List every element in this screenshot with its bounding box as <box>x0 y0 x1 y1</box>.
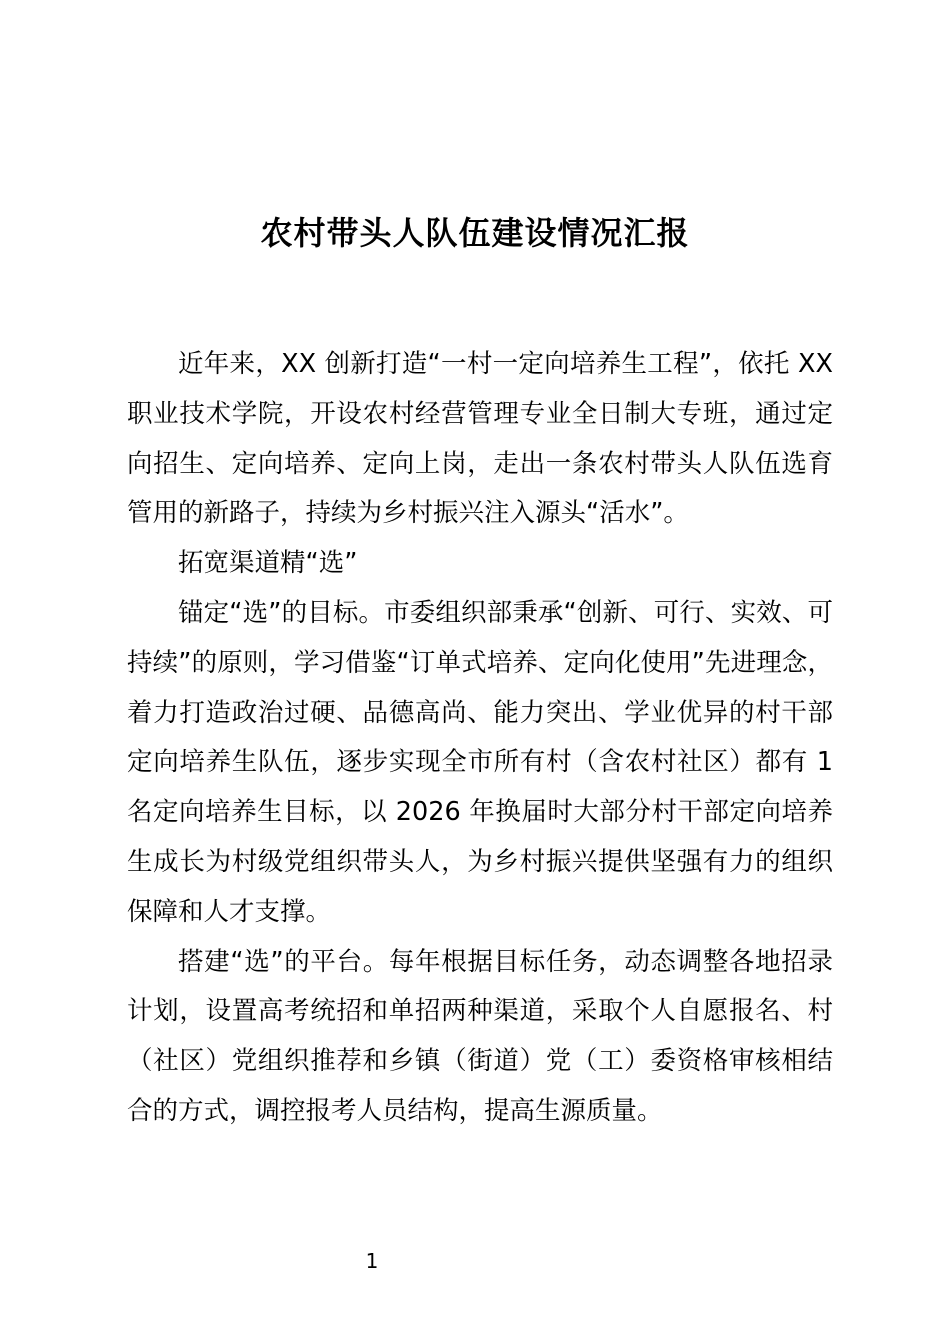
page-number: 1 <box>365 1249 379 1273</box>
paragraph-platform: 搭建“选”的平台。每年根据目标任务，动态调整各地招录计划，设置高考统招和单招两种渠道，采取个人自愿报名、村（社区）党组织推荐和乡镇（街道）党（工）委资格审核相结合的方式，调控报考人员结构，提高生源质量。 <box>127 946 833 1126</box>
section-heading: 拓宽渠道精“选” <box>178 548 358 579</box>
paragraph-goal: 锚定“选”的目标。市委组织部秉承“创新、可行、实效、可持续”的原则，学习借鉴“订单式培养、定向化使用”先进理念，着力打造政治过硬、品德高尚、能力突出、学业优异的村干部定向培养生队伍，逐步实现全市所有村（含农村社区）都有 1 名定向培养生目标，以 2026 年换届时大部分村干部定向培养生成长为村级党组织带头人，为乡村振兴提供坚强有力的组织保障和人才支撑。 <box>127 597 833 927</box>
document-title: 农村带头人队伍建设情况汇报 <box>260 214 690 252</box>
document-body <box>127 340 833 1137</box>
paragraph-intro: 近年来，XX 创新打造“一村一定向培养生工程”，依托 XX 职业技术学院，开设农村经营管理专业全日制大专班，通过定向招生、定向培养、定向上岗，走出一条农村带头人队伍选育管用的新路子，持续为乡村振兴注入源头“活水”。 <box>127 349 833 529</box>
